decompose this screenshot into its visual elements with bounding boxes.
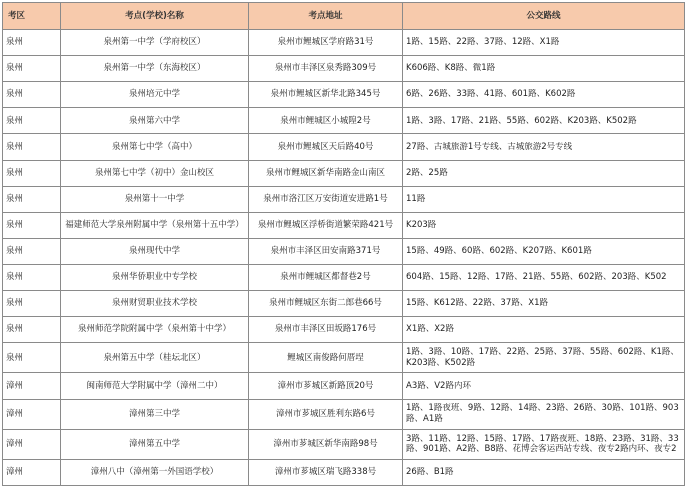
cell-school: 泉州华侨职业中专学校: [61, 264, 249, 290]
cell-bus: [403, 160, 685, 186]
cell-school: 福建师范大学泉州附属中学（泉州第十五中学）: [61, 212, 249, 238]
cell-bus: [403, 238, 685, 264]
cell-bus: [403, 373, 685, 399]
cell-school: 泉州第五中学（桂坛北区）: [61, 343, 249, 373]
cell-bus: [403, 343, 685, 373]
header-address: 考点地址: [249, 3, 403, 30]
bus-text: A3路、V2路内环: [406, 380, 471, 391]
header-bus: 公交路线: [403, 3, 685, 30]
cell-bus: [403, 291, 685, 317]
table-row: [3, 429, 685, 459]
table-row: [3, 459, 685, 485]
cell-address: 泉州市鲤城区新华南路金山南区: [249, 160, 403, 186]
cell-region: 泉州: [3, 160, 61, 186]
cell-bus: [403, 317, 685, 343]
table-header: [3, 3, 685, 30]
bus-text: 6路、26路、33路、41路、601路、K602路: [406, 89, 576, 100]
cell-address: 泉州市鲤城区东街二郎巷66号: [249, 291, 403, 317]
cell-address: 泉州市鲤城区都督巷2号: [249, 264, 403, 290]
cell-school: 泉州财贸职业技术学校: [61, 291, 249, 317]
bus-text: X1路、X2路: [406, 324, 454, 335]
cell-school: 泉州第六中学: [61, 108, 249, 134]
cell-region: 泉州: [3, 30, 61, 56]
cell-region: 泉州: [3, 291, 61, 317]
table-row: [3, 82, 685, 108]
header-region: 考区: [3, 3, 61, 30]
cell-address: 泉州市鲤城区学府路31号: [249, 30, 403, 56]
cell-region: 泉州: [3, 82, 61, 108]
bus-text: 1路、3路、10路、17路、22路、25路、37路、55路、602路、K1路、K203路、K502路: [406, 347, 679, 368]
cell-address: 泉州市丰泽区田安南路371号: [249, 238, 403, 264]
cell-school: 漳州第三中学: [61, 399, 249, 429]
table-row: [3, 264, 685, 290]
cell-address: 泉州市丰泽区田坂路176号: [249, 317, 403, 343]
cell-region: 泉州: [3, 343, 61, 373]
cell-region: 漳州: [3, 399, 61, 429]
exam-site-table: [2, 2, 685, 486]
cell-region: 漳州: [3, 373, 61, 399]
cell-address: 泉州市鲤城区新华北路345号: [249, 82, 403, 108]
table-body: [3, 30, 685, 486]
cell-region: 泉州: [3, 317, 61, 343]
cell-region: 泉州: [3, 186, 61, 212]
cell-bus: [403, 399, 685, 429]
cell-region: 泉州: [3, 108, 61, 134]
cell-bus: [403, 429, 685, 459]
cell-bus: [403, 108, 685, 134]
cell-school: 泉州师范学院附属中学（泉州第十中学）: [61, 317, 249, 343]
cell-address: 漳州市芗城区新华南路98号: [249, 429, 403, 459]
table-row: [3, 212, 685, 238]
table-row: [3, 160, 685, 186]
bus-text: 1路、3路、17路、21路、55路、602路、K203路、K502路: [406, 115, 637, 126]
bus-text: 26路、B1路: [406, 467, 454, 478]
table-row: [3, 186, 685, 212]
table-row: [3, 56, 685, 82]
bus-text: K606路、K8路、微1路: [406, 63, 496, 74]
bus-text: 3路、11路、12路、15路、17路、17路夜班、18路、23路、31路、33路、901路、A2路、B8路、花博会客运西站专线、夜专2路内环、夜专2: [406, 433, 679, 455]
cell-region: 泉州: [3, 56, 61, 82]
bus-text: 15路、49路、60路、602路、K207路、K601路: [406, 246, 592, 257]
cell-address: 鲤城区南俊路何厝埕: [249, 343, 403, 373]
cell-school: 漳州八中（漳州第一外国语学校）: [61, 459, 249, 485]
bus-text: 11路: [406, 193, 426, 204]
cell-address: 泉州市鲤城区小城隍2号: [249, 108, 403, 134]
header-school: 考点(学校)名称: [61, 3, 249, 30]
table-row: [3, 317, 685, 343]
cell-bus: [403, 134, 685, 160]
cell-bus: [403, 264, 685, 290]
bus-text: 2路、25路: [406, 167, 448, 178]
bus-text: 27路、古城旅游1号专线、古城旅游2号专线: [406, 141, 573, 152]
cell-region: 泉州: [3, 264, 61, 290]
cell-bus: [403, 56, 685, 82]
table-row: [3, 373, 685, 399]
cell-region: 泉州: [3, 212, 61, 238]
cell-bus: [403, 186, 685, 212]
cell-region: 漳州: [3, 429, 61, 459]
cell-address: 泉州市鲤城区浮桥街道繁荣路421号: [249, 212, 403, 238]
cell-address: 漳州市芗城区胜利东路6号: [249, 399, 403, 429]
bus-text: K203路: [406, 220, 437, 230]
cell-region: 泉州: [3, 238, 61, 264]
cell-address: 泉州市洛江区万安街道安进路1号: [249, 186, 403, 212]
cell-address: 泉州市鲤城区天后路40号: [249, 134, 403, 160]
table-row: [3, 30, 685, 56]
bus-text: 1路、1路夜班、9路、12路、14路、23路、26路、30路、101路、903路、A1路: [406, 403, 679, 425]
table-row: [3, 399, 685, 429]
cell-bus: [403, 30, 685, 56]
bus-text: 604路、15路、12路、17路、21路、55路、602路、203路、K502: [406, 272, 667, 283]
table-row: [3, 343, 685, 373]
cell-bus: [403, 212, 685, 238]
cell-address: 泉州市丰泽区泉秀路309号: [249, 56, 403, 82]
cell-address: 漳州市芗城区瑞飞路338号: [249, 459, 403, 485]
cell-school: 泉州第一中学（学府校区）: [61, 30, 249, 56]
bus-text: 15路、K612路、22路、37路、X1路: [406, 298, 548, 309]
cell-school: 闽南师范大学附属中学（漳州二中）: [61, 373, 249, 399]
cell-address: 漳州市芗城区新路顶20号: [249, 373, 403, 399]
cell-bus: [403, 459, 685, 485]
cell-school: 漳州第五中学: [61, 429, 249, 459]
table-row: [3, 238, 685, 264]
table-row: [3, 108, 685, 134]
header-row: [3, 3, 685, 30]
cell-school: 泉州第七中学（初中）金山校区: [61, 160, 249, 186]
cell-bus: [403, 82, 685, 108]
cell-school: 泉州第七中学（高中）: [61, 134, 249, 160]
cell-region: 泉州: [3, 134, 61, 160]
table-row: [3, 134, 685, 160]
table-row: [3, 291, 685, 317]
cell-school: 泉州第一中学（东海校区）: [61, 56, 249, 82]
bus-text: 1路、15路、22路、37路、12路、X1路: [406, 37, 560, 48]
cell-school: 泉州现代中学: [61, 238, 249, 264]
cell-school: 泉州第十一中学: [61, 186, 249, 212]
cell-school: 泉州培元中学: [61, 82, 249, 108]
cell-region: 漳州: [3, 459, 61, 485]
